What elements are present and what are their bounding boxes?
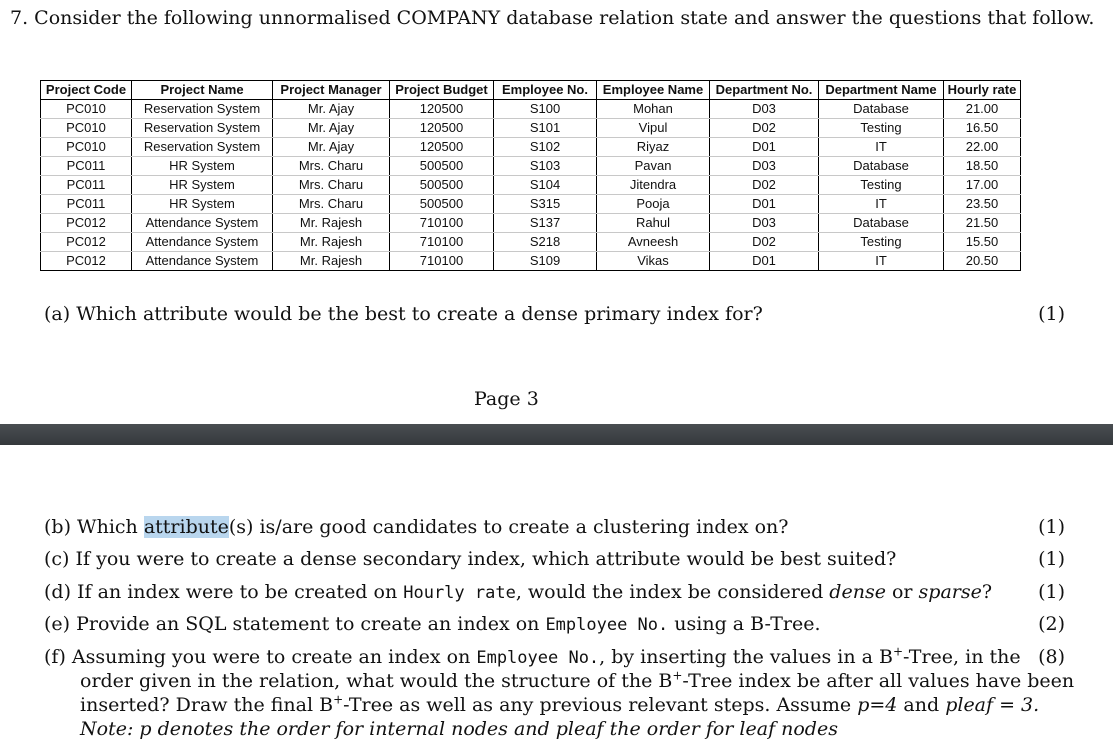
table-cell: D03 [710, 157, 819, 176]
table-cell: 17.00 [944, 176, 1021, 195]
table-row [41, 214, 1021, 233]
page-number: Page 3 [474, 388, 539, 410]
part-text: Which attribute would be the best to create a dense primary index for? [76, 303, 763, 325]
table-row [41, 195, 1021, 214]
table-cell: PC012 [41, 214, 132, 233]
table-cell: IT [819, 195, 944, 214]
table-cell: Mr. Rajesh [273, 214, 390, 233]
table-cell: Mr. Ajay [273, 100, 390, 119]
marks-c: (1) [1038, 548, 1065, 570]
table-cell: S137 [494, 214, 597, 233]
table-cell: Testing [819, 233, 944, 252]
table-cell: Mohan [597, 100, 710, 119]
table-cell: Vipul [597, 119, 710, 138]
table-cell: Mr. Ajay [273, 138, 390, 157]
table-cell: 500500 [390, 195, 494, 214]
column-header: Employee Name [597, 81, 710, 100]
table-cell: Attendance System [132, 252, 273, 271]
table-cell: S100 [494, 100, 597, 119]
table-cell: PC010 [41, 119, 132, 138]
table-cell: Pavan [597, 157, 710, 176]
table-cell: Database [819, 100, 944, 119]
question-a [44, 302, 763, 326]
table-cell: 710100 [390, 252, 494, 271]
table-cell: Jitendra [597, 176, 710, 195]
code-term: Hourly rate [403, 583, 516, 603]
table-row [41, 252, 1021, 271]
marks-d: (1) [1038, 581, 1065, 603]
table-cell: Mrs. Charu [273, 195, 390, 214]
table-cell: 20.50 [944, 252, 1021, 271]
table-cell: Rahul [597, 214, 710, 233]
table-cell: S104 [494, 176, 597, 195]
table-cell: Mr. Rajesh [273, 252, 390, 271]
table-cell: 710100 [390, 233, 494, 252]
table-cell: Avneesh [597, 233, 710, 252]
table-cell: 500500 [390, 157, 494, 176]
table-cell: D02 [710, 176, 819, 195]
table-cell: 500500 [390, 176, 494, 195]
column-header: Employee No. [494, 81, 597, 100]
table-cell: 18.50 [944, 157, 1021, 176]
table-cell: S109 [494, 252, 597, 271]
page-divider [0, 424, 1113, 445]
marks-b: (1) [1038, 516, 1065, 538]
table-cell: Attendance System [132, 214, 273, 233]
table-body [41, 100, 1021, 271]
table-cell: 16.50 [944, 119, 1021, 138]
table-cell: Reservation System [132, 138, 273, 157]
question-title: 7. Consider the following unnormalised COMPANY database relation state and answer the questions that follow. [10, 7, 1095, 29]
table-cell: D03 [710, 100, 819, 119]
table-cell: S102 [494, 138, 597, 157]
table-cell: D02 [710, 233, 819, 252]
table-cell: S315 [494, 195, 597, 214]
table-cell: 22.00 [944, 138, 1021, 157]
table-cell: Database [819, 214, 944, 233]
table-cell: Mr. Rajesh [273, 233, 390, 252]
part-label: (d) [44, 581, 71, 603]
marks-e: (2) [1038, 613, 1065, 635]
table-row [41, 100, 1021, 119]
table-cell: Testing [819, 119, 944, 138]
table-cell: PC011 [41, 195, 132, 214]
table-cell: Mr. Ajay [273, 119, 390, 138]
table-cell: 21.50 [944, 214, 1021, 233]
question-f: (f) Assuming you were to create an index on Employee No., by inserting the values in a B+-Tree, in the [44, 644, 1021, 668]
table-row [41, 233, 1021, 252]
table-cell: PC010 [41, 138, 132, 157]
table-cell: HR System [132, 176, 273, 195]
part-text: If you were to create a dense secondary index, which attribute would be best suited? [75, 548, 897, 570]
part-label: (a) [44, 303, 71, 325]
table-cell: D01 [710, 195, 819, 214]
part-label: (b) [44, 516, 71, 538]
question-b: (b) Which attribute(s) is/are good candidates to create a clustering index on? [44, 516, 789, 538]
table-cell: D01 [710, 138, 819, 157]
table-cell: Vikas [597, 252, 710, 271]
question-f-line-2: order given in the relation, what would the structure of the B+-Tree index be after all values have been [80, 668, 1075, 692]
question-e: (e) Provide an SQL statement to create an index on Employee No. using a B-Tree. [44, 613, 821, 635]
table-cell: HR System [132, 195, 273, 214]
table-cell: D02 [710, 119, 819, 138]
company-relation-table [40, 80, 1021, 271]
table-cell: PC012 [41, 233, 132, 252]
marks-f: (8) [1038, 646, 1065, 668]
code-term: Employee No. [545, 615, 669, 635]
marks-a: (1) [1038, 303, 1065, 325]
table-cell: IT [819, 252, 944, 271]
table-cell: S218 [494, 233, 597, 252]
table-cell: Attendance System [132, 233, 273, 252]
table-header-row [41, 81, 1021, 100]
table-cell: Mrs. Charu [273, 157, 390, 176]
table-row [41, 138, 1021, 157]
column-header: Project Name [132, 81, 273, 100]
part-label: (f) [44, 646, 66, 668]
table-cell: 15.50 [944, 233, 1021, 252]
table-cell: S103 [494, 157, 597, 176]
table-cell: Reservation System [132, 100, 273, 119]
table-row [41, 157, 1021, 176]
table-cell: PC011 [41, 157, 132, 176]
question-f-line-3: inserted? Draw the final B+-Tree as well as any previous relevant steps. Assume p=4 and pleaf = 3. [80, 692, 1040, 716]
code-term: Employee No. [476, 648, 600, 668]
question-c [44, 547, 896, 571]
table-cell: 23.50 [944, 195, 1021, 214]
column-header: Project Budget [390, 81, 494, 100]
part-label: (c) [44, 548, 70, 570]
table-cell: PC010 [41, 100, 132, 119]
table-cell: Pooja [597, 195, 710, 214]
table-cell: 120500 [390, 119, 494, 138]
question-d: (d) If an index were to be created on Hourly rate, would the index be considered dense or sparse? [44, 581, 993, 603]
table-cell: D03 [710, 214, 819, 233]
table-cell: Reservation System [132, 119, 273, 138]
table-row [41, 176, 1021, 195]
column-header: Project Manager [273, 81, 390, 100]
table-cell: Riyaz [597, 138, 710, 157]
table-cell: Testing [819, 176, 944, 195]
table-cell: PC011 [41, 176, 132, 195]
table-cell: 120500 [390, 100, 494, 119]
highlighted-word: attribute [143, 516, 229, 538]
column-header: Department Name [819, 81, 944, 100]
table-cell: 120500 [390, 138, 494, 157]
table-row [41, 119, 1021, 138]
table-cell: HR System [132, 157, 273, 176]
column-header: Department No. [710, 81, 819, 100]
column-header: Project Code [41, 81, 132, 100]
table-cell: Mrs. Charu [273, 176, 390, 195]
table-cell: D01 [710, 252, 819, 271]
table-cell: 710100 [390, 214, 494, 233]
table-cell: Database [819, 157, 944, 176]
part-label: (e) [44, 613, 71, 635]
table-cell: PC012 [41, 252, 132, 271]
table-cell: 21.00 [944, 100, 1021, 119]
column-header: Hourly rate [944, 81, 1021, 100]
question-f-note: Note: p denotes the order for internal nodes and pleaf the order for leaf nodes [80, 718, 838, 740]
table-cell: S101 [494, 119, 597, 138]
table-cell: IT [819, 138, 944, 157]
